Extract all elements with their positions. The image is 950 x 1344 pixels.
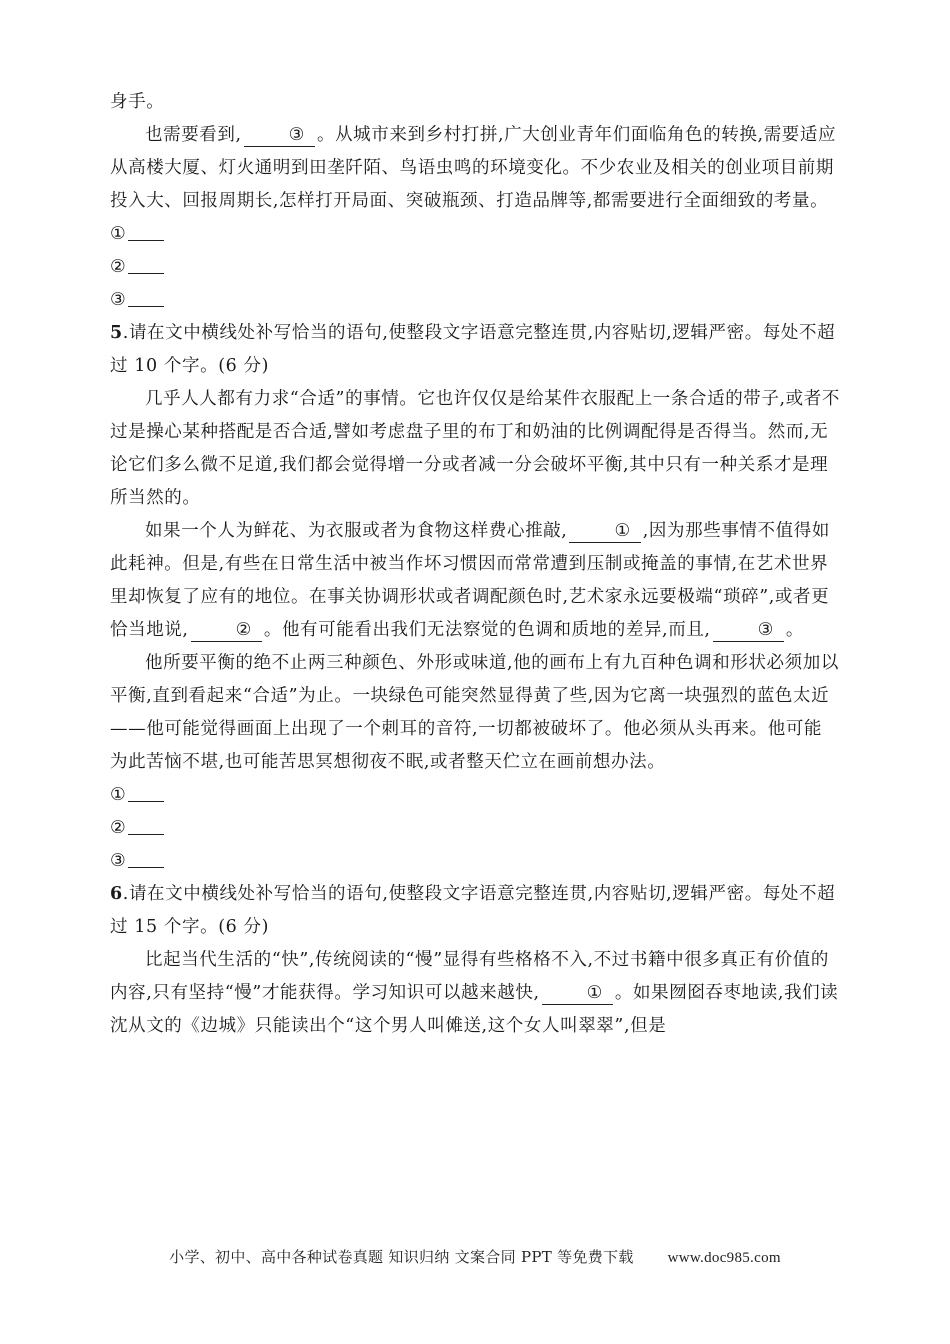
answer-number: ① bbox=[110, 785, 127, 805]
answer-number: ③ bbox=[110, 290, 127, 310]
paragraph-fragment: 身手。 bbox=[110, 92, 165, 112]
footer-text: 小学、初中、高中各种试卷真题 知识归纳 文案合同 PPT 等免费下载 bbox=[169, 1248, 634, 1266]
answer-number: ③ bbox=[110, 851, 127, 871]
answer-line bbox=[110, 812, 840, 845]
answer-line bbox=[110, 218, 840, 251]
page-footer bbox=[0, 1246, 950, 1267]
paragraph: 他所要平衡的绝不止两三种颜色、外形或味道,他的画布上有九百种色调和形状必须加以平衡,直到看起来“合适”为止。一块绿色可能突然显得黄了些,因为它离一块强烈的蓝色太近——他可能觉得画面上出现了一个刺耳的音符,一切都被破坏了。他必须从头再来。他可能为此苦恼不堪,也可能苦思冥想彻夜不眠,或者整天伫立在画前想办法。 bbox=[110, 653, 839, 772]
text-run: 。如果囫囵吞枣地读,我们读沈从文的《边城》只能读出个“这个男人叫傩送,这个女人叫翠翠”,但是 bbox=[110, 983, 839, 1036]
text-run: 比起当代生活的“快”,传统阅读的“慢”显得有些格格不入,不过书籍中很多真正有价值的内容,只有坚持“慢”才能获得。学习知识可以越来越快, bbox=[110, 950, 830, 1003]
text-run: 。他有可能看出我们无法察觉的色调和质地的差异,而且, bbox=[263, 620, 711, 640]
answer-blank bbox=[128, 255, 164, 274]
text-run: ,因为那些事情不值得如此耗神。但是,有些在日常生活中被当作坏习惯因而常常遭到压制或掩盖的事情,在艺术世界里却恢复了应有的地位。在事关协调形状或者调配颜色时,艺术家永远要极端“琐碎”,或者更恰当地说, bbox=[110, 521, 830, 640]
answer-line bbox=[110, 251, 840, 284]
question-number: 6 bbox=[110, 884, 123, 904]
question-prompt: .请在文中横线处补写恰当的语句,使整段文字语意完整连贯,内容贴切,逻辑严密。每处不超过 10 个字。(6 分) bbox=[110, 323, 836, 376]
answer-blank bbox=[128, 783, 164, 802]
text-run: 如果一个人为鲜花、为衣服或者为食物这样费心推敲, bbox=[145, 521, 568, 541]
fill-blank-1: ① bbox=[569, 520, 640, 543]
answer-line bbox=[110, 779, 840, 812]
answer-blank bbox=[128, 288, 164, 307]
answer-number: ① bbox=[110, 224, 127, 244]
question-number: 5 bbox=[110, 323, 123, 343]
answer-number: ② bbox=[110, 818, 127, 838]
document-body bbox=[110, 86, 840, 1043]
answer-line bbox=[110, 284, 840, 317]
paragraph: 几乎人人都有力求“合适”的事情。它也许仅仅是给某件衣服配上一条合适的带子,或者不过是操心某种搭配是否合适,譬如考虑盘子里的布丁和奶油的比例调配得是否得当。然而,无论它们多么微不足道,我们都会觉得增一分或者减一分会破坏平衡,其中只有一种关系才是理所当然的。 bbox=[110, 389, 840, 508]
fill-blank-2: ② bbox=[191, 619, 262, 642]
fill-blank-3: ③ bbox=[713, 619, 784, 642]
answer-blank bbox=[128, 816, 164, 835]
paragraph bbox=[110, 119, 840, 218]
answer-blank bbox=[128, 849, 164, 868]
answer-number: ② bbox=[110, 257, 127, 277]
fill-blank-1: ① bbox=[542, 982, 613, 1005]
paragraph bbox=[110, 944, 840, 1043]
paragraph bbox=[110, 515, 840, 647]
footer-url[interactable]: www.doc985.com bbox=[667, 1250, 781, 1266]
fill-blank-3: ③ bbox=[244, 124, 315, 147]
question-prompt: .请在文中横线处补写恰当的语句,使整段文字语意完整连贯,内容贴切,逻辑严密。每处不超过 15 个字。(6 分) bbox=[110, 884, 836, 937]
question-6 bbox=[110, 878, 840, 944]
answer-blank bbox=[128, 222, 164, 241]
question-5 bbox=[110, 317, 840, 383]
text-run: 也需要看到, bbox=[145, 125, 242, 145]
text-run: 。从城市来到乡村打拼,广大创业青年们面临角色的转换,需要适应从高楼大厦、灯火通明到田垄阡陌、鸟语虫鸣的环境变化。不少农业及相关的创业项目前期投入大、回报周期长,怎样打开局面、突破瓶颈、打造品牌等,都需要进行全面细致的考量。 bbox=[110, 125, 837, 211]
text-run: 。 bbox=[785, 620, 804, 640]
answer-line bbox=[110, 845, 840, 878]
